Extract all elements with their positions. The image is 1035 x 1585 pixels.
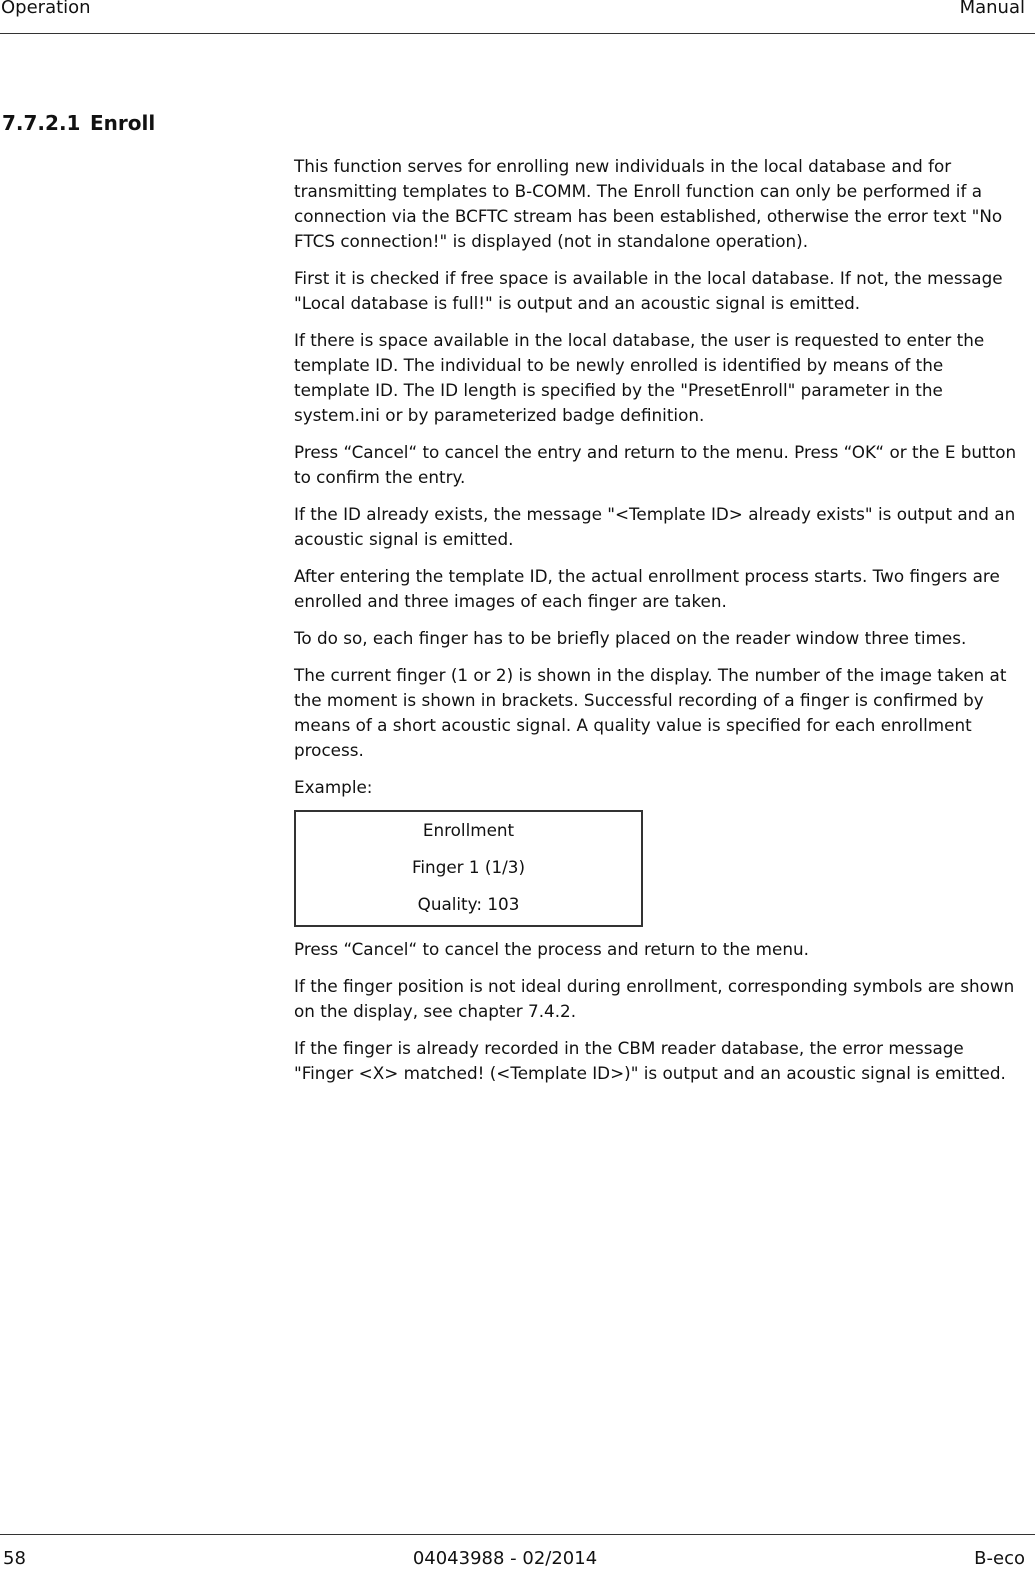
paragraph: Press “Cancel“ to cancel the entry and return to the menu. Press “OK“ or the E button to confirm the entry.	[294, 442, 1017, 487]
paragraph: If the finger is already recorded in the CBM reader database, the error message "Finger <X> matched! (<Template ID>)" is output and an acoustic signal is emitted.	[294, 1038, 1006, 1083]
paragraph: To do so, each finger has to be briefly placed on the reader window three times.	[294, 628, 967, 648]
paragraph: This function serves for enrolling new individuals in the local database and for transmitting templates to B-COMM. The Enroll function can only be performed if a connection via the BCFTC stream has been established, otherwise the error text "No FTCS connection!" is displayed (not in standalone operation).	[294, 156, 1003, 251]
paragraph: If the ID already exists, the message "<Template ID> already exists" is output and an acoustic signal is emitted.	[294, 504, 1016, 549]
paragraph: First it is checked if free space is available in the local database. If not, the message "Local database is full!" is output and an acoustic signal is emitted.	[294, 268, 1003, 313]
section-number: 7.7.2.1	[2, 111, 81, 135]
section-heading	[2, 110, 155, 136]
body-content	[294, 154, 1022, 1098]
display-line-2: Finger 1 (1/3)	[411, 857, 526, 877]
document-id: 04043988 - 02/2014	[412, 1548, 598, 1569]
display-line-3: Quality: 103	[417, 894, 520, 914]
paragraph: If the finger position is not ideal during enrollment, corresponding symbols are shown on the display, see chapter 7.4.2.	[294, 976, 1015, 1021]
header-left-label: Operation	[1, 0, 91, 18]
page-footer	[0, 1534, 1035, 1585]
display-example-box	[294, 810, 643, 927]
page-header	[0, 0, 1035, 34]
section-title: Enroll	[90, 111, 156, 135]
paragraph: After entering the template ID, the actual enrollment process starts. Two fingers are enrolled and three images of each finger are taken.	[294, 566, 1000, 611]
paragraph: Press “Cancel“ to cancel the process and return to the menu.	[294, 939, 809, 959]
paragraph: The current finger (1 or 2) is shown in the display. The number of the image taken at the moment is shown in brackets. Successful recording of a finger is confirmed by means of a short acoustic signal. A quality value is specified for each enrollment process.	[294, 665, 1007, 760]
product-name: B-eco	[974, 1548, 1025, 1569]
page-number: 58	[3, 1548, 26, 1569]
paragraph: If there is space available in the local database, the user is requested to enter the template ID. The individual to be newly enrolled is identified by means of the template ID. The ID length is specified by the "PresetEnroll" parameter in the system.ini or by parameterized badge definition.	[294, 330, 985, 425]
display-line-1: Enrollment	[422, 820, 515, 840]
example-label: Example:	[294, 777, 373, 797]
header-right-label: Manual	[959, 0, 1025, 18]
